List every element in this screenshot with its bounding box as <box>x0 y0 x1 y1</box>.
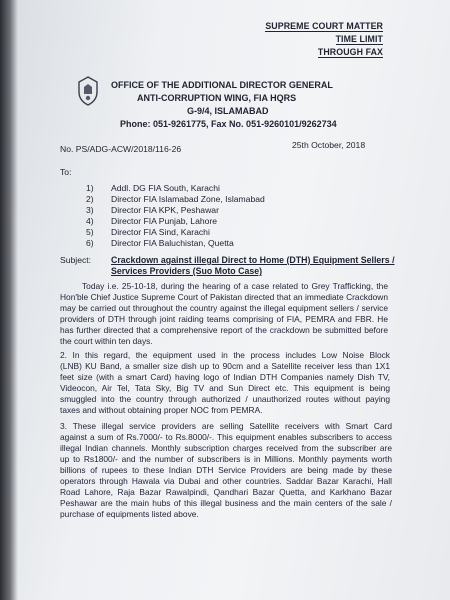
paragraph-line: (LNB) KU Band, a smaller size dish up to 90cm and a Satellite receiver less than 1X1 <box>60 361 390 371</box>
paragraph-line: may be carried out throughout the country against the illegal equipment sellers / service <box>60 303 388 313</box>
fia-emblem-icon <box>75 75 101 107</box>
recipient-number: 2) <box>86 194 94 204</box>
paragraph-line: Videocon, Air Tel, Tata Sky, Big TV and Sun Direct etc. This equipment is being <box>60 383 390 393</box>
recipient-number: 3) <box>86 205 94 215</box>
recipient-number: 5) <box>86 227 94 237</box>
subject-line: Crackdown against illegal Direct to Home (DTH) Equipment Sellers / <box>111 255 395 265</box>
recipient-number: 6) <box>86 238 94 248</box>
paragraph-line: up to Rs1800/- and the number of subscribers is in Millions. Monthly payments worth <box>60 454 392 464</box>
recipient-name: Director FIA Baluchistan, Quetta <box>111 238 234 248</box>
paragraph-line: the court within ten days. <box>60 336 153 346</box>
stamp-through-fax: THROUGH FAX <box>317 47 383 57</box>
paragraph-line: providers of DTH through joint raiding teams comprising of FIA, PEMRA and FBR. He <box>60 314 388 324</box>
reference-number: No. PS/ADG-ACW/2018/116-26 <box>60 144 182 154</box>
paragraph-line: billions of rupees to these Indian DTH Service Providers are being made by these <box>60 465 392 475</box>
paragraph-2 <box>60 350 390 416</box>
subject-line: Services Providers (Suo Moto Case) <box>111 266 263 276</box>
recipient-name: Director FIA Sind, Karachi <box>111 227 210 237</box>
paragraph-line: Peshawar are the main hubs of this illegal business and the main centers of the sale / <box>60 498 392 508</box>
paragraph-line: purchase of equipments listed above. <box>60 509 199 519</box>
letterhead-wing: ANTI-CORRUPTION WING, FIA HQRS <box>137 93 297 103</box>
paragraph-line: smuggled into the country through authorized / unauthorized routes without paying <box>60 394 390 404</box>
recipient-number: 4) <box>86 216 94 226</box>
paragraph-line: illegal Indian channels. Monthly subscription charges received from the subscriber are <box>60 443 392 453</box>
letterhead-contact: Phone: 051-9261775, Fax No. 051-9260101/9262734 <box>120 119 337 129</box>
paragraph-line: Hon'ble Chief Justice Supreme Court of Pakistan directed that an immediate Crackdown <box>60 292 388 302</box>
stamp-time-limit: TIME LIMIT <box>335 34 383 44</box>
letter-date: 25th October, 2018 <box>292 140 366 150</box>
letterhead-address: G-9/4, ISLAMABAD <box>187 106 269 116</box>
paragraph-line: operators through Hawala via Dubai and other countries. Saddar Bazar Karachi, Hall <box>60 476 392 486</box>
paragraph-line: 2. In this regard, the equipment used in the process includes Low Noise Block <box>60 350 390 360</box>
recipient-name: Director FIA KPK, Peshawar <box>111 205 219 215</box>
paragraph-line: Today i.e. 25-10-18, during the hearing of a case related to Grey Trafficking, the <box>82 281 388 291</box>
to-label: To: <box>60 167 72 177</box>
subject-label: Subject: <box>60 255 92 265</box>
stamp-supreme-court-matter: SUPREME COURT MATTER <box>265 21 383 31</box>
paragraph-1 <box>60 281 388 347</box>
paragraph-line: 3. These illegal service providers are selling Satellite receivers with Smart Card <box>60 421 392 431</box>
letterhead-office: OFFICE OF THE ADDITIONAL DIRECTOR GENERAL <box>111 80 333 90</box>
paragraph-line: Road Lahore, Raja Bazar Rawalpindi, Qandhari Bazar Quetta, and Karkhano Bazar <box>60 487 392 497</box>
paragraph-line: has further directed that a comprehensive report of the crackdown be submitted before <box>60 325 388 335</box>
paragraph-line: taxes and without obtaining proper NOC from PEMRA. <box>60 405 263 415</box>
recipient-name: Addl. DG FIA South, Karachi <box>111 183 220 193</box>
paragraph-3 <box>60 421 392 520</box>
paragraph-line: feet size (with a smart Card) having logo of Indian DTH Companies namely Dish TV, <box>60 372 390 382</box>
page-edge-shadow <box>0 0 18 600</box>
recipient-name: Director FIA Islamabad Zone, Islamabad <box>111 194 265 204</box>
recipient-number: 1) <box>86 183 94 193</box>
paragraph-line: against a sum of Rs.7000/- to Rs.8000/-. This equipment enables subscribers to access <box>60 432 392 442</box>
recipient-name: Director FIA Punjab, Lahore <box>111 216 218 226</box>
